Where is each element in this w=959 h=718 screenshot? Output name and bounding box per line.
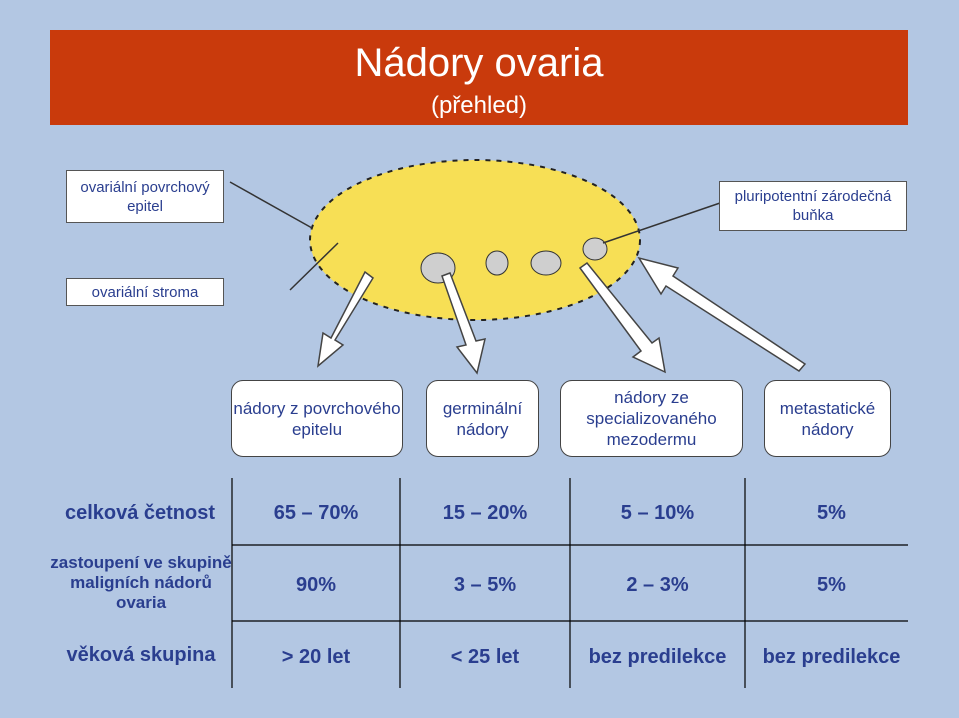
cell-malignant-germinal: 3 – 5% [453, 574, 517, 596]
cell-age-epithelial: > 20 let [281, 646, 351, 668]
label-surface-epithelium: ovariální povrchový epitel [66, 170, 224, 223]
cell-frequency-epithelial: 65 – 70% [273, 502, 359, 524]
cell-frequency-mesoderm: 5 – 10% [620, 502, 695, 524]
row-label-frequency: celková četnost [64, 502, 216, 524]
row-label-age-group: věková skupina [66, 644, 216, 666]
cell-age-metastatic: bez predilekce [762, 646, 901, 668]
connector-line-epithelium [230, 182, 312, 228]
row-label-malignant-share: zastoupení ve skupině maligních nádorů ovaria [50, 553, 232, 612]
cell-malignant-epithelial: 90% [295, 574, 337, 596]
page-subtitle: (přehled) [430, 92, 528, 119]
tumor-group-epithelial: nádory z povrchového epitelu [231, 380, 403, 457]
arrow-metastatic [639, 258, 805, 371]
cell-circle-4 [583, 238, 607, 260]
cell-frequency-metastatic: 5% [817, 502, 846, 524]
cell-malignant-mesoderm: 2 – 3% [626, 574, 689, 596]
tumor-group-mesoderm: nádory ze specializovaného mezodermu [560, 380, 743, 457]
cell-frequency-germinal: 15 – 20% [442, 502, 528, 524]
cell-circle-2 [486, 251, 508, 275]
tumor-group-metastatic: metastatické nádory [764, 380, 891, 457]
cell-malignant-metastatic: 5% [817, 574, 846, 596]
cell-circle-3 [531, 251, 561, 275]
cell-age-mesoderm: bez predilekce [588, 646, 727, 668]
label-stroma: ovariální stroma [66, 278, 224, 306]
page-title: Nádory ovaria [354, 41, 604, 85]
tumor-group-germinal: germinální nádory [426, 380, 539, 457]
label-germ-cell: pluripotentní zárodečná buňka [719, 181, 907, 231]
cell-age-germinal: < 25 let [450, 646, 520, 668]
